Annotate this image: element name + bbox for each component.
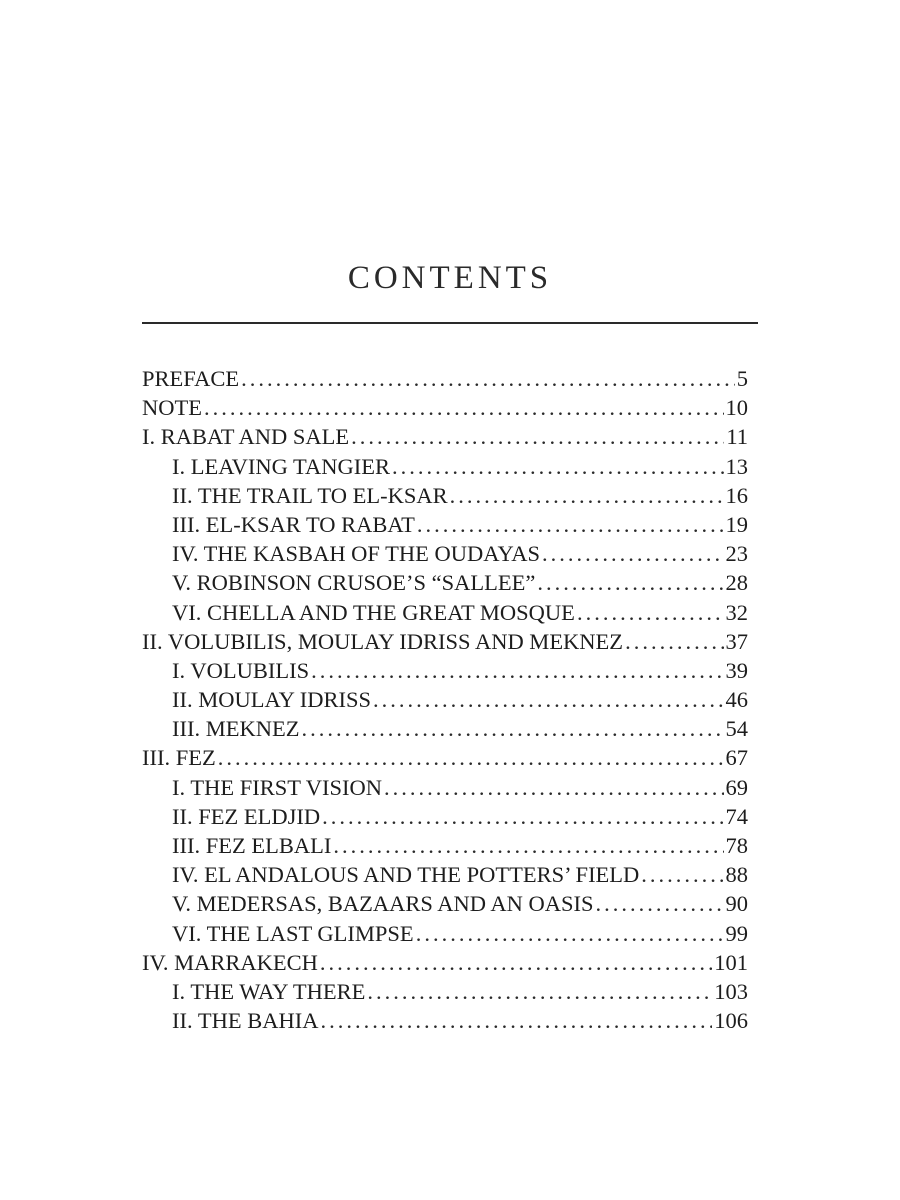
toc-dot-leader bbox=[537, 568, 723, 597]
toc-page-number: 69 bbox=[725, 774, 748, 800]
toc-entry[interactable] bbox=[142, 743, 748, 772]
toc-entry[interactable] bbox=[142, 1006, 748, 1035]
toc-entry[interactable] bbox=[142, 889, 748, 918]
toc-page-number: 28 bbox=[725, 570, 748, 596]
toc-entry[interactable] bbox=[142, 452, 748, 481]
toc-entry-label: III. MEKNEZ bbox=[172, 716, 300, 742]
toc-entry-label: II. FEZ ELDJID bbox=[172, 803, 321, 829]
toc-dot-leader bbox=[320, 948, 712, 977]
toc-entry-label: I. THE WAY THERE bbox=[172, 978, 366, 1004]
table-of-contents bbox=[142, 364, 748, 1035]
toc-entry-label: VI. CHELLA AND THE GREAT MOSQUE bbox=[172, 599, 575, 625]
toc-page-number: 103 bbox=[714, 978, 748, 1004]
toc-page-number: 32 bbox=[725, 599, 748, 625]
toc-entry-label: IV. MARRAKECH bbox=[142, 949, 318, 975]
toc-page-number: 46 bbox=[725, 687, 748, 713]
toc-page-number: 90 bbox=[725, 891, 748, 917]
toc-page-number: 37 bbox=[725, 628, 748, 654]
toc-page-number: 54 bbox=[725, 716, 748, 742]
toc-entry-label: II. VOLUBILIS, MOULAY IDRISS AND MEKNEZ bbox=[142, 628, 624, 654]
toc-entry-label: II. THE BAHIA bbox=[172, 1008, 319, 1034]
toc-page-number: 11 bbox=[726, 424, 748, 450]
toc-page-number: 39 bbox=[725, 657, 748, 683]
toc-dot-leader bbox=[333, 831, 723, 860]
toc-dot-leader bbox=[542, 539, 724, 568]
toc-page-number: 67 bbox=[725, 745, 748, 771]
toc-dot-leader bbox=[241, 364, 735, 393]
toc-page-number: 16 bbox=[725, 482, 748, 508]
toc-page-number: 19 bbox=[725, 511, 748, 537]
toc-dot-leader bbox=[625, 627, 723, 656]
toc-entry-label: II. THE TRAIL TO EL-KSAR bbox=[172, 482, 448, 508]
toc-entry-label: III. EL-KSAR TO RABAT bbox=[172, 511, 415, 537]
toc-page-number: 99 bbox=[725, 920, 748, 946]
toc-dot-leader bbox=[417, 510, 724, 539]
toc-entry[interactable] bbox=[142, 510, 748, 539]
toc-dot-leader bbox=[416, 919, 724, 948]
toc-page-number: 10 bbox=[725, 395, 748, 421]
toc-dot-leader bbox=[320, 1006, 712, 1035]
toc-dot-leader bbox=[384, 773, 723, 802]
toc-page-number: 106 bbox=[714, 1008, 748, 1034]
toc-entry[interactable] bbox=[142, 656, 748, 685]
toc-entry[interactable] bbox=[142, 977, 748, 1006]
toc-dot-leader bbox=[641, 860, 723, 889]
toc-entry-label: I. THE FIRST VISION bbox=[172, 774, 383, 800]
toc-dot-leader bbox=[367, 977, 712, 1006]
toc-dot-leader bbox=[351, 422, 724, 451]
toc-dot-leader bbox=[301, 714, 723, 743]
toc-entry-label: PREFACE bbox=[142, 366, 240, 391]
toc-page-number: 13 bbox=[725, 453, 748, 479]
toc-entry[interactable] bbox=[142, 948, 748, 977]
toc-entry-label: III. FEZ ELBALI bbox=[172, 833, 332, 858]
toc-dot-leader bbox=[373, 685, 724, 714]
toc-entry[interactable] bbox=[142, 831, 748, 860]
page-title: CONTENTS bbox=[347, 260, 553, 296]
toc-dot-leader bbox=[311, 656, 723, 685]
toc-entry-label: I. VOLUBILIS bbox=[172, 657, 310, 683]
toc-entry-label: V. ROBINSON CRUSOE’S “SALLEE” bbox=[172, 570, 536, 596]
toc-entry[interactable] bbox=[142, 802, 748, 831]
toc-entry[interactable] bbox=[142, 598, 748, 627]
toc-entry-label: IV. THE KASBAH OF THE OUDAYAS bbox=[172, 541, 540, 567]
toc-entry[interactable] bbox=[142, 685, 748, 714]
toc-entry[interactable] bbox=[142, 393, 748, 422]
toc-entry[interactable] bbox=[142, 773, 748, 802]
toc-entry[interactable] bbox=[142, 422, 748, 451]
toc-dot-leader bbox=[392, 452, 724, 481]
toc-dot-leader bbox=[322, 802, 723, 831]
toc-dot-leader bbox=[577, 598, 724, 627]
toc-page-number: 74 bbox=[725, 803, 748, 829]
toc-dot-leader bbox=[596, 889, 724, 918]
toc-page-number: 5 bbox=[736, 366, 748, 391]
toc-page-number: 23 bbox=[725, 541, 748, 567]
toc-entry-label: I. RABAT AND SALE bbox=[142, 424, 350, 450]
toc-page-number: 88 bbox=[725, 862, 748, 888]
toc-entry[interactable] bbox=[142, 364, 748, 393]
toc-dot-leader bbox=[218, 743, 724, 772]
toc-entry-label: VI. THE LAST GLIMPSE bbox=[172, 920, 414, 946]
toc-entry[interactable] bbox=[142, 919, 748, 948]
toc-entry-label: I. LEAVING TANGIER bbox=[172, 453, 390, 479]
toc-entry-label: V. MEDERSAS, BAZAARS AND AN OASIS bbox=[172, 891, 594, 917]
toc-entry[interactable] bbox=[142, 627, 748, 656]
toc-entry-label: II. MOULAY IDRISS bbox=[172, 687, 371, 713]
toc-page-number: 78 bbox=[725, 833, 748, 858]
toc-dot-leader bbox=[204, 393, 724, 422]
toc-entry[interactable] bbox=[142, 714, 748, 743]
toc-entry-label: NOTE bbox=[142, 395, 202, 421]
toc-entry-label: IV. EL ANDALOUS AND THE POTTERS’ FIELD bbox=[172, 862, 640, 888]
title-divider bbox=[142, 322, 758, 324]
toc-entry[interactable] bbox=[142, 568, 748, 597]
toc-entry[interactable] bbox=[142, 539, 748, 568]
toc-entry-label: III. FEZ bbox=[142, 745, 216, 771]
toc-entry[interactable] bbox=[142, 481, 748, 510]
toc-page-number: 101 bbox=[714, 949, 748, 975]
toc-dot-leader bbox=[450, 481, 724, 510]
toc-entry[interactable] bbox=[142, 860, 748, 889]
